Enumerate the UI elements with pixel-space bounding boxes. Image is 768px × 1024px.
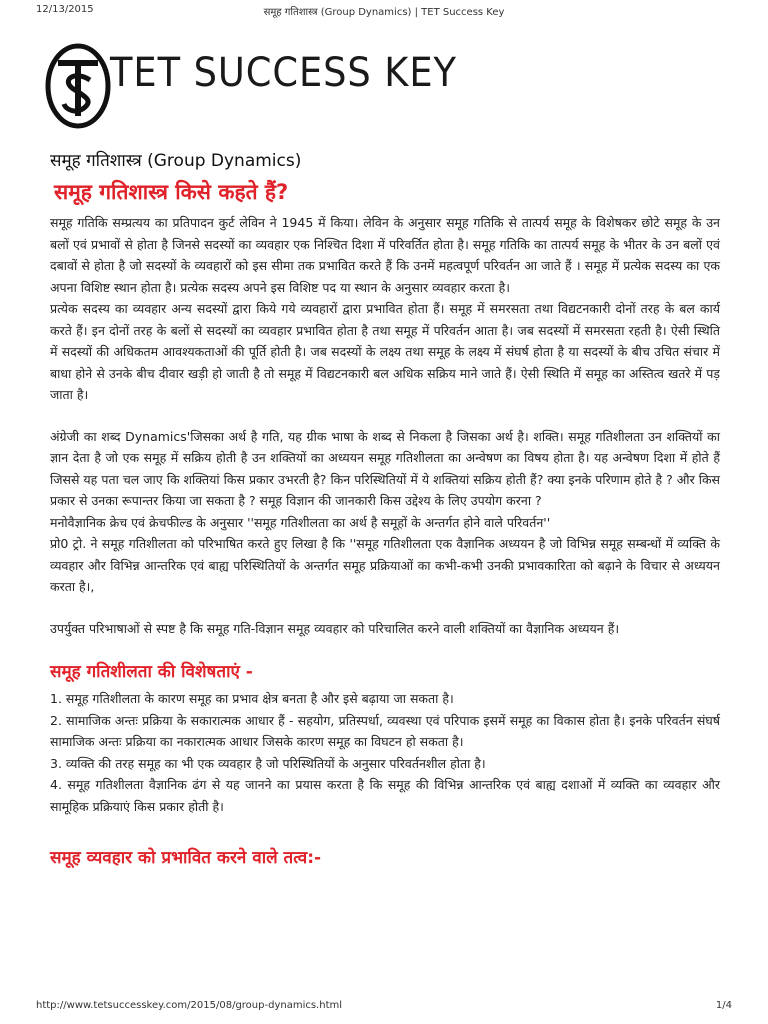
print-header (0, 0, 768, 22)
print-footer (0, 996, 768, 1016)
section-heading-definition: समूह गतिशास्त्र किसे कहते हैं? (54, 180, 289, 204)
site-logo[interactable] (44, 42, 457, 132)
print-url[interactable]: http://www.tetsuccesskey.com/2015/08/group-dynamics.html (36, 1000, 343, 1011)
ts-monogram-logo-icon (44, 42, 112, 130)
page-number: 1/4 (715, 1000, 732, 1011)
list-item: 3. व्यक्ति की तरह समूह का भी एक व्यवहार है जो परिस्थितियों के अनुसार परिवर्तनशील होता है। (50, 755, 486, 771)
post-title: समूह गतिशास्त्र (Group Dynamics) (50, 151, 302, 171)
print-page-title: समूह गतिशास्त्र (Group Dynamics) | TET Success Key (263, 7, 505, 18)
site-logo-text: TET SUCCESS KEY (110, 50, 457, 96)
paragraph: उपर्युक्त परिभाषाओं से स्पष्ट है कि समूह गति-विज्ञान समूह व्यवहार को परिचालित करने वाली शक्तियों का वैज्ञानिक अध्ययन हैं। (50, 620, 620, 636)
paragraph: प्रो0 ट्रो. ने समूह गतिशीलता को परिभाषित करते हुए लिखा है कि ''समूह गतिशीलता एक वैज्ञानिक अध्ययन है जो विभिन्न समूह सम्बन्धों में व्यक्ति के व्यवहार और विभिन्न आन्तरिक एवं बाह्य परिस्थितियों के अन्तर्गत समूह प्रक्रियाओं का कभी-कभी उनकी प्रभावकारिता को बढ़ाने के विचार से अध्ययन करता है।, (50, 536, 720, 594)
paragraph: प्रत्येक सदस्य का व्यवहार अन्य सदस्यों द्वारा किये गये व्यवहारों द्वारा प्रभावित होता हैं। समूह में समरसता तथा विद्यटनकारी दोनों तरह के बल कार्य करते हैं। इन दोनों तरह के बलों से सदस्यों का व्यवहार प्रभावित होता है तथा समूह में परिवर्तन आता है। जब सदस्यों में समरसता रहती है। ऐसी स्थिति में सदस्यों की अधिकतम आवश्यकताओं की पूर्ति होती है। जब सदस्यों के लक्ष्य तथा समूह के लक्ष्य में संघर्ष होता है या सदस्यों के बीच उचित संचार में बाधा होने से उनके बीच दीवार खड़ी हो जाती है तो समूह में विद्यटनकारी बल अधिक सक्रिय माने जाते हैं। ऐसी स्थिति में समूह का अस्तित्व खतरे में पड़ जाता है। (50, 301, 720, 402)
section-heading-factors: समूह व्यवहार को प्रभावित करने वाले तत्व:- (50, 848, 322, 868)
print-date: 12/13/2015 (36, 4, 94, 15)
list-item: 2. सामाजिक अन्तः प्रक्रिया के सकारात्मक आधार हैं - सहयोग, प्रतिस्पर्धा, व्यवस्था एवं परिपाक इसमें समूह का विकास होता है। इनके परिवर्तन संघर्ष सामाजिक अन्तः प्रक्रिया का नकारात्मक आधार जिसके कारण समूह का विघटन हो सकता है। (50, 712, 720, 749)
article-body (50, 178, 720, 868)
paragraph: मनोवैज्ञानिक क्रेच एवं क्रेचफील्ड के अनुसार ''समूह गतिशीलता का अर्थ है समूहों के अन्तर्गत होने वाले परिवर्तन'' (50, 514, 551, 530)
paragraph: अंग्रेजी का शब्द Dynamics'जिसका अर्थ है गति, यह ग्रीक भाषा के शब्द से निकला है जिसका अर्थ है। शक्ति। समूह गतिशीलता उन शक्तियों का ज्ञान देता है जो एक समूह में सक्रिय होती है उन शक्तियों का अध्ययन समूह गतिशीलता का अन्वेषण का विषय होता है। यह अन्वेषण दिशा में होते हैं जिससे यह पता चल जाए कि शक्तियां किस प्रकार उभरती है? किन परिस्थितियों में ये शक्तियां सक्रिय होती हैं? क्या इनके परिणाम होते है ? और किस प्रकार से उनका रूपान्तर किया जा सकता है ? समूह विज्ञान की जानकारी किस उद्देश्य के लिए उपयोग करना ? (50, 428, 720, 508)
list-item: 4. समूह गतिशीलता वैज्ञानिक ढंग से यह जानने का प्रयास करता है कि समूह की विभिन्न आन्तरिक एवं बाह्य दशाओं में व्यक्ति का व्यवहार और सामूहिक प्रक्रियाएं किस प्रकार होती है। (50, 777, 720, 814)
section-heading-characteristics: समूह गतिशीलता की विशेषताएं - (50, 662, 253, 682)
list-item: 1. समूह गतिशीलता के कारण समूह का प्रभाव क्षेत्र बनता है और इसे बढ़ाया जा सकता है। (50, 691, 454, 706)
paragraph: समूह गतिकि सम्प्रत्यय का प्रतिपादन कुर्ट लेविन ने 1945 में किया। लेविन के अनुसार समूह गतिकि से तात्पर्य समूह के विशेषकर छोटे समूह के उन बलों एवं प्रभावों से होता है जिनसे सदस्यों का व्यवहार एक निश्चित दिशा में परिवर्तित होता है। समूह गतिकि का तात्पर्य समूह के भीतर के उन बलों एवं दबावों से होता है जो सदस्यों के व्यवहारों को इस सीमा तक प्रभावित करते हैं कि उनमें महत्वपूर्ण परिवर्तन आ जाते हैं । समूह में प्रत्येक सदस्य का एक अपना विशिष्ट स्थान होता है। प्रत्येक सदस्य अपने इस विशिष्ट पद या स्थान के अनुसार व्यवहार करता है। (50, 215, 720, 295)
